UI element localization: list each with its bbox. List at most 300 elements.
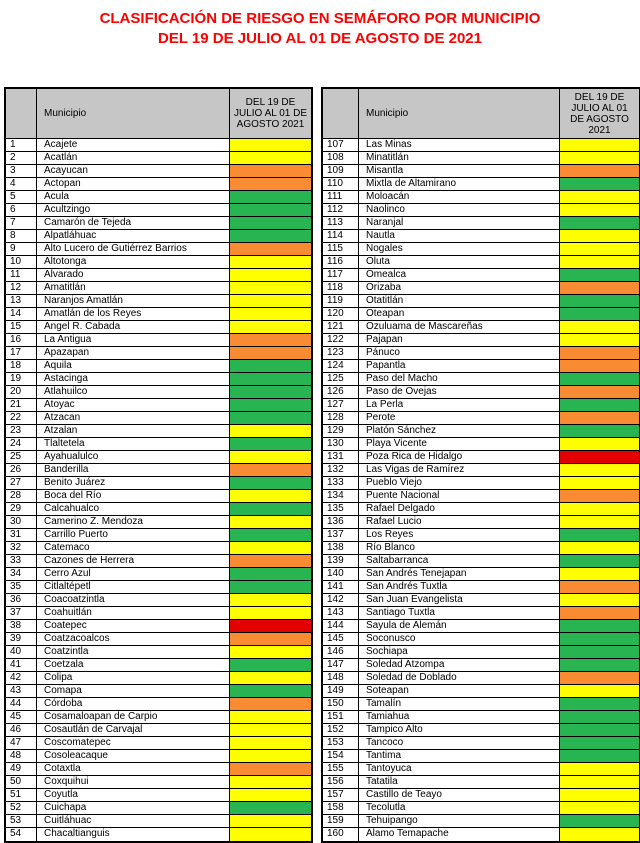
table-row (323, 282, 639, 295)
table-row (323, 451, 639, 464)
municipio-name: Acula (37, 191, 230, 203)
row-number: 10 (6, 256, 37, 268)
risk-cell-orange (230, 555, 311, 567)
risk-cell-red (560, 451, 639, 463)
row-number: 139 (323, 555, 359, 567)
risk-cell-yellow (560, 789, 639, 801)
risk-cell-orange (230, 763, 311, 775)
risk-cell-orange (560, 490, 639, 502)
table-row (6, 425, 311, 438)
risk-cell-orange (560, 412, 639, 424)
risk-cell-yellow (560, 828, 639, 841)
municipio-name: Coyutla (37, 789, 230, 801)
risk-cell-orange (560, 347, 639, 359)
municipio-name: Carrillo Puerto (37, 529, 230, 541)
row-number: 137 (323, 529, 359, 541)
municipio-name: San Andrés Tuxtla (359, 581, 560, 593)
row-number: 2 (6, 152, 37, 164)
table-row (323, 685, 639, 698)
municipio-name: Misantla (359, 165, 560, 177)
table-row (323, 347, 639, 360)
row-number: 126 (323, 386, 359, 398)
row-number: 140 (323, 568, 359, 580)
table-row (6, 204, 311, 217)
row-number: 35 (6, 581, 37, 593)
table-row (6, 243, 311, 256)
municipio-name: Los Reyes (359, 529, 560, 541)
risk-cell-green (560, 295, 639, 307)
row-number: 7 (6, 217, 37, 229)
risk-cell-orange (230, 464, 311, 476)
table-row (323, 763, 639, 776)
risk-cell-yellow (230, 646, 311, 658)
row-number: 149 (323, 685, 359, 697)
table-row (6, 750, 311, 763)
municipio-name: Moloacán (359, 191, 560, 203)
table-row (6, 633, 311, 646)
risk-table-left (4, 87, 313, 843)
table-row (6, 269, 311, 282)
risk-cell-green (560, 399, 639, 411)
row-number: 18 (6, 360, 37, 372)
municipio-name: Soledad de Doblado (359, 672, 560, 684)
row-number: 21 (6, 399, 37, 411)
municipio-name: Puente Nacional (359, 490, 560, 502)
municipio-name: Coxquihui (37, 776, 230, 788)
risk-cell-yellow (230, 789, 311, 801)
risk-cell-green (560, 633, 639, 645)
risk-cell-green (560, 555, 639, 567)
municipio-name: Rafael Delgado (359, 503, 560, 515)
municipio-name: Córdoba (37, 698, 230, 710)
risk-cell-green (230, 399, 311, 411)
municipio-name: Perote (359, 412, 560, 424)
table-row (6, 685, 311, 698)
table-row (323, 490, 639, 503)
table-row (323, 243, 639, 256)
table-row (6, 230, 311, 243)
risk-cell-yellow (230, 815, 311, 827)
table-row (323, 295, 639, 308)
table-row (323, 594, 639, 607)
table-row (6, 256, 311, 269)
table-row (323, 256, 639, 269)
row-number: 116 (323, 256, 359, 268)
municipio-name: Coatzacoalcos (37, 633, 230, 645)
risk-cell-green (230, 503, 311, 515)
municipio-name: Camerino Z. Mendoza (37, 516, 230, 528)
municipio-name: Chacaltianguis (37, 828, 230, 841)
table-row (323, 555, 639, 568)
municipio-name: Coahuitlán (37, 607, 230, 619)
table-row (6, 815, 311, 828)
table-header (6, 89, 311, 139)
header-empty-cell (323, 89, 359, 138)
table-row (323, 581, 639, 594)
municipio-name: Ozuluama de Mascareñas (359, 321, 560, 333)
header-period: DEL 19 DE JULIO AL 01 DE AGOSTO 2021 (234, 97, 307, 130)
risk-cell-green (560, 217, 639, 229)
table-row (323, 724, 639, 737)
table-row (323, 334, 639, 347)
risk-cell-green (230, 659, 311, 671)
municipio-name: Pánuco (359, 347, 560, 359)
risk-cell-yellow (560, 191, 639, 203)
table-row (6, 711, 311, 724)
municipio-name: Nautla (359, 230, 560, 242)
row-number: 123 (323, 347, 359, 359)
table-row (6, 373, 311, 386)
risk-cell-red (230, 620, 311, 632)
row-number: 111 (323, 191, 359, 203)
row-number: 119 (323, 295, 359, 307)
risk-cell-green (560, 711, 639, 723)
risk-cell-yellow (230, 425, 311, 437)
table-row (323, 503, 639, 516)
table-row (6, 607, 311, 620)
table-row (323, 568, 639, 581)
risk-cell-yellow (560, 477, 639, 489)
risk-cell-yellow (560, 204, 639, 216)
table-row (6, 516, 311, 529)
table-row (323, 308, 639, 321)
municipio-name: Minatitlán (359, 152, 560, 164)
row-number: 30 (6, 516, 37, 528)
municipio-name: Soteapan (359, 685, 560, 697)
municipio-name: Alpatláhuac (37, 230, 230, 242)
row-number: 24 (6, 438, 37, 450)
row-number: 152 (323, 724, 359, 736)
table-row (323, 386, 639, 399)
row-number: 38 (6, 620, 37, 632)
row-number: 27 (6, 477, 37, 489)
municipio-name: Saltabarranca (359, 555, 560, 567)
row-number: 32 (6, 542, 37, 554)
risk-cell-orange (560, 607, 639, 619)
row-number: 34 (6, 568, 37, 580)
municipio-name: Cuichapa (37, 802, 230, 814)
row-number: 15 (6, 321, 37, 333)
municipio-name: Acatlán (37, 152, 230, 164)
row-number: 39 (6, 633, 37, 645)
row-number: 133 (323, 477, 359, 489)
municipio-name: Camarón de Tejeda (37, 217, 230, 229)
row-number: 143 (323, 607, 359, 619)
municipio-name: Otatitlán (359, 295, 560, 307)
row-number: 154 (323, 750, 359, 762)
table-row (6, 334, 311, 347)
municipio-name: Atlahuilco (37, 386, 230, 398)
row-number: 141 (323, 581, 359, 593)
row-number: 31 (6, 529, 37, 541)
row-number: 108 (323, 152, 359, 164)
risk-cell-orange (560, 672, 639, 684)
table-row (6, 646, 311, 659)
table-row (323, 360, 639, 373)
row-number: 17 (6, 347, 37, 359)
table-row (6, 802, 311, 815)
row-number: 155 (323, 763, 359, 775)
table-row (6, 776, 311, 789)
municipio-name: Las Vigas de Ramírez (359, 464, 560, 476)
table-row (323, 152, 639, 165)
risk-table-right (321, 87, 640, 843)
table-row (6, 347, 311, 360)
municipio-name: Naolinco (359, 204, 560, 216)
table-row (323, 646, 639, 659)
risk-cell-yellow (560, 568, 639, 580)
row-number: 107 (323, 139, 359, 151)
table-row (323, 698, 639, 711)
table-row (6, 152, 311, 165)
risk-cell-green (560, 269, 639, 281)
row-number: 158 (323, 802, 359, 814)
row-number: 156 (323, 776, 359, 788)
municipio-name: Paso de Ovejas (359, 386, 560, 398)
risk-cell-yellow (560, 776, 639, 788)
row-number: 121 (323, 321, 359, 333)
table-row (6, 321, 311, 334)
table-row (323, 789, 639, 802)
row-number: 118 (323, 282, 359, 294)
table-row (323, 425, 639, 438)
risk-cell-orange (230, 243, 311, 255)
municipio-name: Comapa (37, 685, 230, 697)
municipio-name: Santiago Tuxtla (359, 607, 560, 619)
row-number: 14 (6, 308, 37, 320)
row-number: 117 (323, 269, 359, 281)
row-number: 50 (6, 776, 37, 788)
risk-cell-yellow (560, 464, 639, 476)
row-number: 157 (323, 789, 359, 801)
risk-cell-orange (230, 165, 311, 177)
row-number: 132 (323, 464, 359, 476)
row-number: 9 (6, 243, 37, 255)
municipio-name: Alto Lucero de Gutiérrez Barrios (37, 243, 230, 255)
row-number: 54 (6, 828, 37, 841)
row-number: 134 (323, 490, 359, 502)
risk-cell-green (230, 438, 311, 450)
row-number: 136 (323, 516, 359, 528)
row-number: 120 (323, 308, 359, 320)
table-row (6, 737, 311, 750)
row-number: 150 (323, 698, 359, 710)
table-row (6, 828, 311, 841)
risk-cell-yellow (560, 802, 639, 814)
table-row (6, 581, 311, 594)
risk-cell-yellow (230, 308, 311, 320)
municipio-name: Pueblo Viejo (359, 477, 560, 489)
row-number: 159 (323, 815, 359, 827)
row-number: 53 (6, 815, 37, 827)
risk-cell-yellow (560, 516, 639, 528)
risk-cell-green (230, 685, 311, 697)
risk-cell-yellow (560, 594, 639, 606)
risk-cell-yellow (230, 711, 311, 723)
risk-cell-yellow (560, 256, 639, 268)
page-title-line1: CLASIFICACIÓN DE RIESGO EN SEMÁFORO POR MUNICIPIO (99, 10, 541, 27)
table-row (323, 620, 639, 633)
municipio-name: Rafael Lucio (359, 516, 560, 528)
risk-cell-yellow (560, 152, 639, 164)
table-row (323, 659, 639, 672)
municipio-name: Atzacan (37, 412, 230, 424)
tables-container (4, 87, 640, 843)
table-row (6, 386, 311, 399)
municipio-name: Álamo Temapache (359, 828, 560, 841)
row-number: 1 (6, 139, 37, 151)
row-number: 11 (6, 269, 37, 281)
table-row (6, 308, 311, 321)
municipio-name: Cosoleacaque (37, 750, 230, 762)
table-row (6, 139, 311, 152)
municipio-name: Naranjos Amatlán (37, 295, 230, 307)
table-body-right (323, 139, 639, 841)
row-number: 124 (323, 360, 359, 372)
risk-cell-yellow (230, 776, 311, 788)
row-number: 5 (6, 191, 37, 203)
row-number: 3 (6, 165, 37, 177)
table-row (6, 282, 311, 295)
municipio-name: Acajete (37, 139, 230, 151)
table-row (6, 217, 311, 230)
municipio-name: Acayucan (37, 165, 230, 177)
municipio-name: Poza Rica de Hidalgo (359, 451, 560, 463)
municipio-name: La Antigua (37, 334, 230, 346)
row-number: 45 (6, 711, 37, 723)
risk-cell-yellow (230, 724, 311, 736)
table-row (323, 750, 639, 763)
municipio-name: Calcahualco (37, 503, 230, 515)
risk-cell-orange (560, 581, 639, 593)
municipio-name: Playa Vicente (359, 438, 560, 450)
row-number: 49 (6, 763, 37, 775)
municipio-name: Tantoyuca (359, 763, 560, 775)
risk-cell-yellow (560, 243, 639, 255)
row-number: 142 (323, 594, 359, 606)
municipio-name: Omealca (359, 269, 560, 281)
municipio-name: Las Minas (359, 139, 560, 151)
risk-cell-yellow (230, 256, 311, 268)
risk-cell-orange (560, 386, 639, 398)
table-row (6, 568, 311, 581)
risk-cell-green (230, 529, 311, 541)
risk-cell-green (560, 646, 639, 658)
row-number: 151 (323, 711, 359, 723)
municipio-name: Tancoco (359, 737, 560, 749)
table-row (323, 373, 639, 386)
table-row (6, 490, 311, 503)
risk-cell-green (560, 425, 639, 437)
municipio-name: Tampico Alto (359, 724, 560, 736)
risk-cell-yellow (230, 321, 311, 333)
row-number: 112 (323, 204, 359, 216)
risk-cell-yellow (230, 828, 311, 841)
table-row (323, 399, 639, 412)
municipio-name: Actopan (37, 178, 230, 190)
table-row (6, 295, 311, 308)
municipio-name: Paso del Macho (359, 373, 560, 385)
header-municipio: Municipio (37, 89, 230, 138)
table-row (323, 139, 639, 152)
row-number: 44 (6, 698, 37, 710)
municipio-name: Tamalín (359, 698, 560, 710)
row-number: 113 (323, 217, 359, 229)
municipio-name: Citlaltépetl (37, 581, 230, 593)
risk-cell-orange (230, 178, 311, 190)
table-row (323, 191, 639, 204)
row-number: 33 (6, 555, 37, 567)
municipio-name: Amatlán de los Reyes (37, 308, 230, 320)
municipio-name: Papantla (359, 360, 560, 372)
page-title (0, 9, 640, 50)
table-row (6, 763, 311, 776)
risk-cell-green (560, 698, 639, 710)
table-row (323, 737, 639, 750)
municipio-name: Río Blanco (359, 542, 560, 554)
municipio-name: Astacinga (37, 373, 230, 385)
risk-cell-orange (560, 165, 639, 177)
municipio-name: Soledad Atzompa (359, 659, 560, 671)
municipio-name: Castillo de Teayo (359, 789, 560, 801)
table-row (6, 555, 311, 568)
table-row (323, 178, 639, 191)
risk-cell-orange (230, 698, 311, 710)
municipio-name: Oteapan (359, 308, 560, 320)
table-row (6, 412, 311, 425)
risk-cell-yellow (230, 282, 311, 294)
table-row (323, 776, 639, 789)
municipio-name: Cosautlán de Carvajal (37, 724, 230, 736)
risk-cell-orange (230, 334, 311, 346)
risk-cell-green (560, 737, 639, 749)
row-number: 135 (323, 503, 359, 515)
row-number: 23 (6, 425, 37, 437)
header-period: DEL 19 DE JULIO AL 01 DE AGOSTO 2021 (570, 91, 629, 136)
risk-cell-green (560, 620, 639, 632)
municipio-name: Boca del Río (37, 490, 230, 502)
row-number: 16 (6, 334, 37, 346)
municipio-name: San Juan Evangelista (359, 594, 560, 606)
risk-cell-green (230, 386, 311, 398)
municipio-name: Altotonga (37, 256, 230, 268)
row-number: 144 (323, 620, 359, 632)
row-number: 12 (6, 282, 37, 294)
risk-cell-yellow (230, 542, 311, 554)
row-number: 147 (323, 659, 359, 671)
risk-cell-green (230, 360, 311, 372)
risk-cell-yellow (230, 139, 311, 151)
municipio-name: Coatepec (37, 620, 230, 632)
row-number: 42 (6, 672, 37, 684)
municipio-name: Sayula de Alemán (359, 620, 560, 632)
row-number: 46 (6, 724, 37, 736)
row-number: 20 (6, 386, 37, 398)
table-row (6, 477, 311, 490)
row-number: 43 (6, 685, 37, 697)
risk-cell-yellow (560, 321, 639, 333)
table-row (6, 789, 311, 802)
row-number: 29 (6, 503, 37, 515)
table-header (323, 89, 639, 139)
risk-cell-green (230, 204, 311, 216)
municipio-name: Tamiahua (359, 711, 560, 723)
municipio-name: Coatzintla (37, 646, 230, 658)
risk-cell-yellow (230, 750, 311, 762)
table-row (323, 464, 639, 477)
row-number: 41 (6, 659, 37, 671)
municipio-name: Benito Juárez (37, 477, 230, 489)
